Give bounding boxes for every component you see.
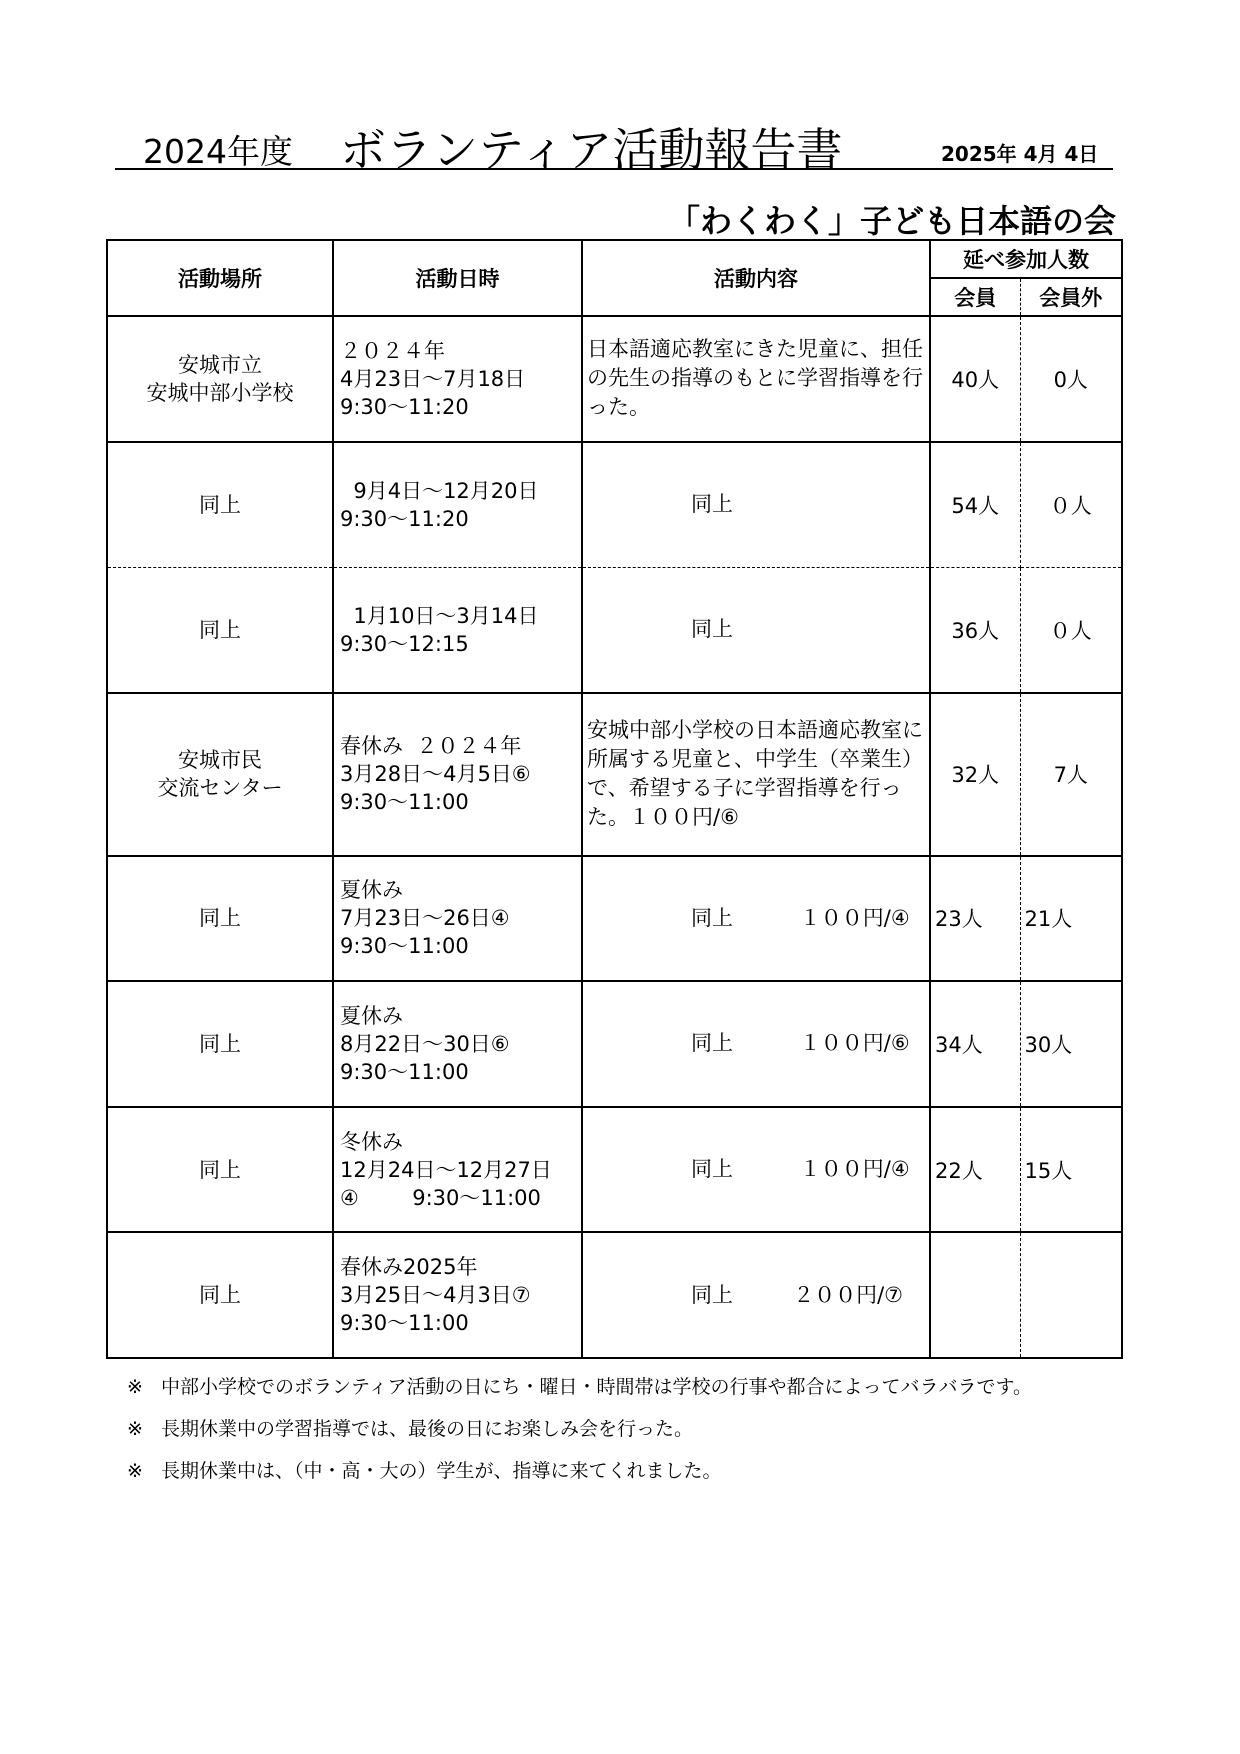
cell-content: 同上 bbox=[582, 567, 930, 693]
header-nonmember: 会員外 bbox=[1020, 278, 1122, 316]
cell-datetime: 1月10日～3月14日 9:30～12:15 bbox=[333, 567, 582, 693]
cell-datetime: 9月4日～12月20日 9:30～11:20 bbox=[333, 442, 582, 568]
cell-member-count: 34人 bbox=[930, 981, 1020, 1107]
cell-nonmember-count: ０人 bbox=[1020, 567, 1122, 693]
table-row bbox=[107, 981, 1122, 1107]
cell-datetime: 冬休み 12月24日～12月27日 ④ 9:30～11:00 bbox=[333, 1107, 582, 1233]
cell-place: 同上 bbox=[107, 1107, 333, 1233]
page-title: ボランティア活動報告書 bbox=[340, 123, 843, 177]
note-text: 長期休業中は、（中・高・大の）学生が、指導に来てくれました。 bbox=[161, 1460, 722, 1482]
cell-content: 同上 １００円/④ bbox=[582, 1107, 930, 1233]
cell-place: 同上 bbox=[107, 981, 333, 1107]
note-item bbox=[127, 1408, 1127, 1450]
header-content: 活動内容 bbox=[582, 240, 930, 316]
cell-place: 同上 bbox=[107, 856, 333, 982]
cell-place: 同上 bbox=[107, 1232, 333, 1358]
cell-datetime: ２０２４年 4月23日～7月18日 9:30～11:20 bbox=[333, 316, 582, 442]
cell-member-count: 32人 bbox=[930, 693, 1020, 856]
cell-place: 同上 bbox=[107, 442, 333, 568]
organization-name: 「わくわく」子ども日本語の会 bbox=[668, 202, 1117, 240]
cell-content: 同上 ２００円/⑦ bbox=[582, 1232, 930, 1358]
note-item bbox=[127, 1450, 1127, 1492]
header-place: 活動場所 bbox=[107, 240, 333, 316]
cell-nonmember-count: ０人 bbox=[1020, 442, 1122, 568]
table-row bbox=[107, 693, 1122, 856]
cell-member-count: 22人 bbox=[930, 1107, 1020, 1233]
header-member: 会員 bbox=[930, 278, 1020, 316]
note-text: 中部小学校でのボランティア活動の日にち・曜日・時間帯は学校の行事や都合によってバラバラです。 bbox=[161, 1376, 1032, 1398]
fiscal-year: 2024年度 bbox=[143, 132, 293, 171]
cell-content: 日本語適応教室にきた児童に、担任の先生の指導のもとに学習指導を行った。 bbox=[582, 316, 930, 442]
cell-content: 同上 １００円/⑥ bbox=[582, 981, 930, 1107]
cell-place: 安城市立 安城中部小学校 bbox=[107, 316, 333, 442]
cell-datetime: 夏休み 7月23日～26日④ 9:30～11:00 bbox=[333, 856, 582, 982]
cell-nonmember-count: 15人 bbox=[1020, 1107, 1122, 1233]
cell-nonmember-count: 0人 bbox=[1020, 316, 1122, 442]
cell-datetime: 春休み2025年 3月25日～4月3日⑦ 9:30～11:00 bbox=[333, 1232, 582, 1358]
cell-datetime: 夏休み 8月22日～30日⑥ 9:30～11:00 bbox=[333, 981, 582, 1107]
note-text: 長期休業中の学習指導では、最後の日にお楽しみ会を行った。 bbox=[161, 1418, 694, 1440]
cell-nonmember-count: 21人 bbox=[1020, 856, 1122, 982]
report-date: 2025年 4月 4日 bbox=[941, 142, 1099, 166]
activity-table bbox=[106, 239, 1123, 1359]
note-mark: ※ bbox=[127, 1460, 143, 1482]
notes bbox=[127, 1366, 1127, 1492]
note-mark: ※ bbox=[127, 1376, 143, 1398]
cell-place: 同上 bbox=[107, 567, 333, 693]
note-item bbox=[127, 1366, 1127, 1408]
cell-content: 同上 １００円/④ bbox=[582, 856, 930, 982]
cell-content: 安城中部小学校の日本語適応教室に所属する児童と、中学生（卒業生）で、希望する子に学習指導を行った。１００円/⑥ bbox=[582, 693, 930, 856]
table-row bbox=[107, 442, 1122, 568]
cell-nonmember-count: 30人 bbox=[1020, 981, 1122, 1107]
cell-nonmember-count bbox=[1020, 1232, 1122, 1358]
table-row bbox=[107, 316, 1122, 442]
cell-member-count bbox=[930, 1232, 1020, 1358]
cell-nonmember-count: 7人 bbox=[1020, 693, 1122, 856]
title-bar bbox=[115, 112, 1113, 177]
cell-datetime: 春休み ２０２４年 3月28日～4月5日⑥ 9:30～11:00 bbox=[333, 693, 582, 856]
header-datetime: 活動日時 bbox=[333, 240, 582, 316]
header-participants: 延べ参加人数 bbox=[930, 240, 1122, 278]
table-row bbox=[107, 856, 1122, 982]
table-body bbox=[107, 316, 1122, 1358]
cell-member-count: 40人 bbox=[930, 316, 1020, 442]
table-row bbox=[107, 1107, 1122, 1233]
note-mark: ※ bbox=[127, 1418, 143, 1440]
cell-content: 同上 bbox=[582, 442, 930, 568]
table-row bbox=[107, 567, 1122, 693]
cell-member-count: 36人 bbox=[930, 567, 1020, 693]
cell-place: 安城市民 交流センター bbox=[107, 693, 333, 856]
cell-member-count: 54人 bbox=[930, 442, 1020, 568]
cell-member-count: 23人 bbox=[930, 856, 1020, 982]
table-row bbox=[107, 1232, 1122, 1358]
